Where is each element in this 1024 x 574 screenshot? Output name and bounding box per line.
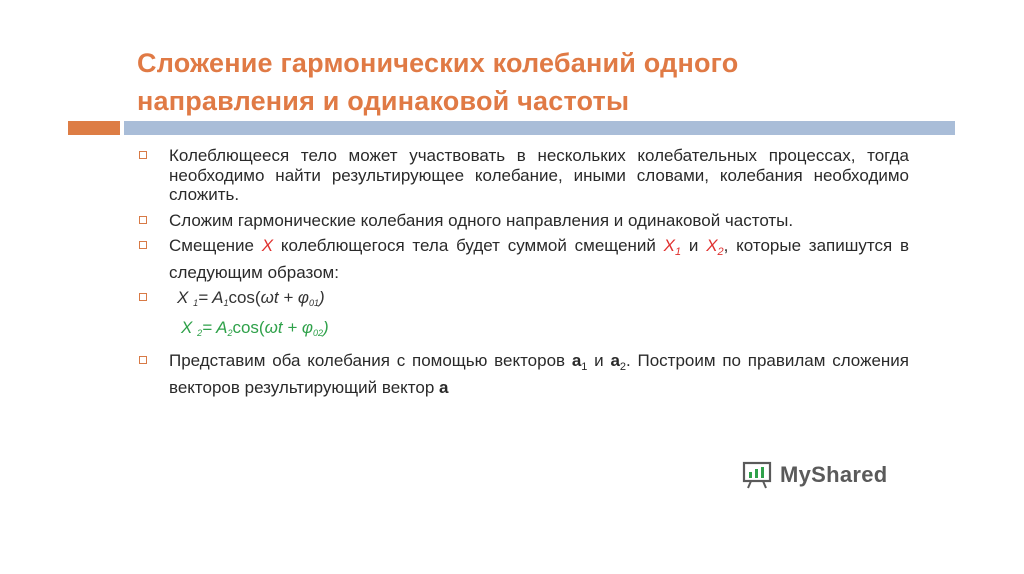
formula2-eq: = A bbox=[202, 317, 228, 337]
formula-item-1 bbox=[137, 288, 909, 314]
formula2-close: ) bbox=[323, 317, 329, 337]
accent-bar-blue bbox=[124, 121, 955, 135]
formula1-a-sub: 1 bbox=[223, 298, 229, 308]
displacement-x2 bbox=[706, 236, 724, 258]
square-bullet-icon bbox=[139, 241, 147, 249]
formula2-x-sub: 2 bbox=[197, 327, 203, 338]
x1-subscript: 1 bbox=[675, 246, 682, 258]
bullet-item-2 bbox=[137, 211, 909, 231]
formula1-x: X bbox=[177, 288, 189, 307]
formula2-phi-sub: 02 bbox=[313, 327, 324, 338]
formula1-eq: = A bbox=[198, 288, 224, 307]
bullet-text-1: Колеблющееся тело может участвовать в нескольких колебательных процессах, тогда необходимо найти результирующее колебание, иными словами, колебания необходимо сложить. bbox=[169, 146, 909, 204]
x2-subscript: 2 bbox=[717, 246, 724, 258]
presentation-board-icon bbox=[742, 461, 772, 489]
bullet-text-5-part1: Представим оба колебания с помощью векторов bbox=[169, 351, 572, 370]
formula2-omega: ωt + φ bbox=[264, 317, 314, 337]
a2-letter: a bbox=[610, 351, 620, 370]
formula-item-2 bbox=[137, 318, 909, 344]
bullet-list bbox=[137, 146, 909, 403]
square-bullet-icon bbox=[139, 356, 147, 364]
bullet-text-5-part2: и bbox=[587, 351, 611, 370]
formula1-x-sub: 1 bbox=[193, 298, 199, 308]
title-line-2: направления и одинаковой частоты bbox=[137, 86, 630, 116]
formula2-a-sub: 2 bbox=[227, 327, 233, 338]
bullet-item-3 bbox=[137, 236, 909, 282]
square-bullet-icon bbox=[139, 293, 147, 301]
bullet-text-3-part1: Смещение bbox=[169, 236, 262, 255]
title-line-1: Сложение гармонических колебаний одного bbox=[137, 48, 739, 78]
bullet-text-5-part3: . Построим по правилам сложения векторов результирующий вектор bbox=[169, 351, 909, 397]
square-bullet-icon bbox=[139, 216, 147, 224]
a2-subscript: 2 bbox=[619, 361, 627, 373]
formula1-omega: ωt + φ bbox=[260, 288, 310, 307]
bullet-item-5 bbox=[137, 351, 909, 397]
vector-a: a bbox=[439, 377, 449, 397]
a1-letter: a bbox=[571, 351, 582, 370]
bullet-text-3-part4: , которые запишутся в следующим образом: bbox=[169, 236, 909, 282]
accent-bar-orange bbox=[68, 121, 120, 135]
bullet-item-1 bbox=[137, 146, 909, 205]
myshared-logo[interactable] bbox=[742, 460, 888, 490]
bullet-text-3-part2: колеблющегося тела будет суммой смещений bbox=[273, 236, 664, 255]
brand-text: MyShared bbox=[780, 462, 888, 487]
formula2-x: X bbox=[181, 317, 193, 337]
formula1-phi-sub: 01 bbox=[309, 298, 320, 308]
vector-a1 bbox=[571, 351, 588, 373]
vector-a2 bbox=[610, 351, 627, 373]
formula1-close: ) bbox=[319, 288, 325, 307]
displacement-x1 bbox=[663, 236, 682, 258]
square-bullet-icon bbox=[139, 151, 147, 159]
x2-letter: X bbox=[706, 236, 718, 255]
formula2-cos: cos( bbox=[232, 317, 265, 337]
formula1-cos: cos( bbox=[228, 288, 261, 307]
a1-subscript: 1 bbox=[581, 361, 588, 373]
slide-title bbox=[137, 44, 937, 120]
displacement-x: X bbox=[261, 236, 274, 255]
bullet-text-3-part3: и bbox=[681, 236, 707, 255]
x1-letter: X bbox=[663, 236, 676, 255]
bullet-text-2: Сложим гармонические колебания одного направления и одинаковой частоты. bbox=[169, 210, 794, 230]
